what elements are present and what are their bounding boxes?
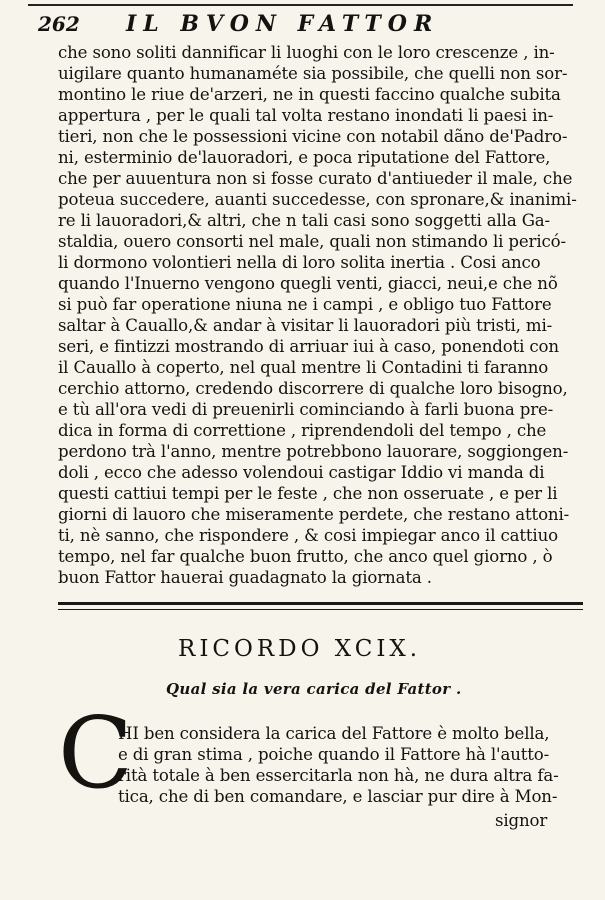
text-line: si può far operatione niuna ne i campi , e obligo tuo Fattore xyxy=(58,295,552,314)
text-line: HI ben considera la carica del Fattore è molto bella, xyxy=(118,724,550,743)
text-line: buon Fattor hauerai guadagnato la giornata . xyxy=(58,568,432,587)
section-divider-thin xyxy=(58,609,583,610)
text-line: uigilare quanto humanaméte sia possibile, che quelli non sor- xyxy=(58,64,568,83)
text-line: li dormono volontieri nella di loro solita inertia . Cosi anco xyxy=(58,253,541,272)
text-line: seri, e fintizzi mostrando di arriuar iui à caso, ponendoti con xyxy=(58,337,559,356)
text-line: perdono trà l'anno, mentre potrebbono lauorare, soggiongen- xyxy=(58,442,569,461)
page-number: 262 xyxy=(38,12,80,36)
section-divider-thick xyxy=(58,602,583,605)
text-line: tica, che di ben comandare, e lasciar pur dire à Mon- xyxy=(118,787,558,806)
text-line: staldia, ouero consorti nel male, quali non stimando li pericó- xyxy=(58,232,566,251)
text-line: cerchio attorno, credendo discorrere di qualche loro bisogno, xyxy=(58,379,568,398)
top-border-rule xyxy=(28,4,573,6)
text-line: ni, esterminio de'lauoradori, e poca riputatione del Fattore, xyxy=(58,148,551,167)
text-line: tieri, non che le possessioni vicine con notabil dãno de'Padro- xyxy=(58,127,568,146)
text-line: appertura , per le quali tal volta restano inondati li paesi in- xyxy=(58,106,554,125)
section-subtitle: Qual sia la vera carica del Fattor . xyxy=(166,680,462,698)
text-line: e di gran stima , poiche quando il Fattore hà l'autto- xyxy=(118,745,550,764)
drop-cap: C xyxy=(58,697,133,811)
text-line: poteua succedere, auanti succedesse, con spronare,& inanimi- xyxy=(58,190,577,209)
catchword: signor xyxy=(495,811,548,830)
text-line: il Cauallo à coperto, nel qual mentre li Contadini ti faranno xyxy=(58,358,549,377)
text-line: saltar à Cauallo,& andar à visitar li lauoradori più tristi, mi- xyxy=(58,316,553,335)
text-line: rità totale à ben essercitarla non hà, ne dura altra fa- xyxy=(118,766,559,785)
text-line: e tù all'ora vedi di preuenirli cominciando à farli buona pre- xyxy=(58,400,554,419)
text-line: quando l'Inuerno vengono quegli venti, giacci, neui,e che nõ xyxy=(58,274,558,293)
running-head: IL BVON FATTOR xyxy=(126,11,440,37)
text-line: re li lauoradori,& altri, che n tali casi sono soggetti alla Ga- xyxy=(58,211,550,230)
text-line: doli , ecco che adesso volendoui castigar Iddio vi manda di xyxy=(58,463,545,482)
text-line: questi cattiui tempi per le feste , che non osseruate , e per li xyxy=(58,484,558,503)
text-line: ti, nè sanno, che rispondere , & cosi impiegar anco il cattiuo xyxy=(58,526,558,545)
text-line: che per auuentura non si fosse curato d'antiueder il male, che xyxy=(58,169,573,188)
page-header xyxy=(38,12,598,42)
text-line: tempo, nel far qualche buon frutto, che anco quel giorno , ò xyxy=(58,547,553,566)
text-line: dica in forma di correttione , riprendendoli del tempo , che xyxy=(58,421,547,440)
text-line: montino le riue de'arzeri, ne in questi faccino qualche subita xyxy=(58,85,561,104)
section-title: RICORDO XCIX. xyxy=(178,636,422,662)
text-line: che sono soliti dannificar li luoghi con le loro crescenze , in- xyxy=(58,43,555,62)
text-line: giorni di lauoro che miseramente perdete, che restano attoni- xyxy=(58,505,570,524)
